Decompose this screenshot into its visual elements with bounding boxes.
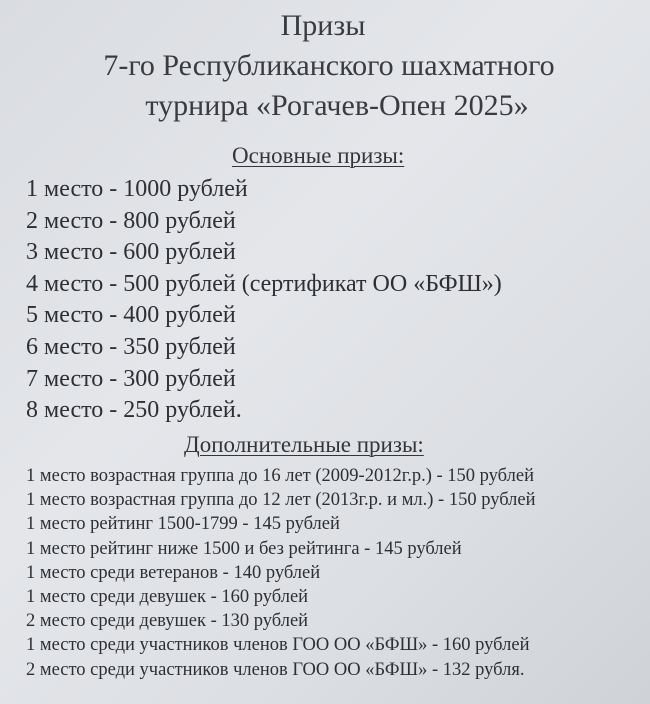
main-prizes-heading: Основные призы: (232, 143, 405, 168)
main-prize-item: 3 место - 600 рублей (26, 239, 236, 266)
main-prize-item: 1 место - 1000 рублей (26, 176, 248, 202)
main-prizes-list (26, 174, 502, 427)
main-prize-item: 2 место - 800 рублей (26, 207, 236, 234)
main-prize-item: 6 место - 350 рублей (26, 333, 236, 360)
additional-prizes-list (26, 464, 536, 682)
title-line-1: Призы (280, 9, 366, 42)
additional-prize-item: 2 место среди девушек - 130 рублей (26, 611, 309, 632)
main-prize-item: 7 место - 300 рублей (26, 365, 236, 392)
title-line-2: 7-го Республиканского шахматного (103, 49, 555, 82)
main-prize-item: 5 место - 400 рублей (26, 302, 236, 329)
additional-prize-item: 2 место среди участников членов ГОО ОО «БФШ» - 132 рубля. (26, 659, 525, 680)
document-title (0, 6, 650, 126)
additional-prize-item: 1 место среди участников членов ГОО ОО «БФШ» - 160 рублей (26, 635, 530, 656)
main-prize-item: 4 место - 500 рублей (сертификат ОО «БФШ») (26, 270, 502, 297)
additional-prize-item: 1 место рейтинг ниже 1500 и без рейтинга - 145 рублей (26, 538, 462, 559)
additional-prize-item: 1 место возрастная группа до 12 лет (2013г.р. и мл.) - 150 рублей (26, 490, 536, 511)
additional-prize-item: 1 место рейтинг 1500-1799 - 145 рублей (26, 514, 340, 535)
additional-prize-item: 1 место среди ветеранов - 140 рублей (26, 562, 321, 583)
additional-prize-item: 1 место среди девушек - 160 рублей (26, 587, 309, 608)
additional-prizes-heading: Дополнительные призы: (184, 432, 424, 457)
title-line-3: турнира «Рогачев-Опен 2025» (145, 89, 529, 122)
additional-prize-item: 1 место возрастная группа до 16 лет (2009-2012г.р.) - 150 рублей (26, 466, 534, 486)
main-prize-item: 8 место - 250 рублей. (26, 397, 242, 424)
